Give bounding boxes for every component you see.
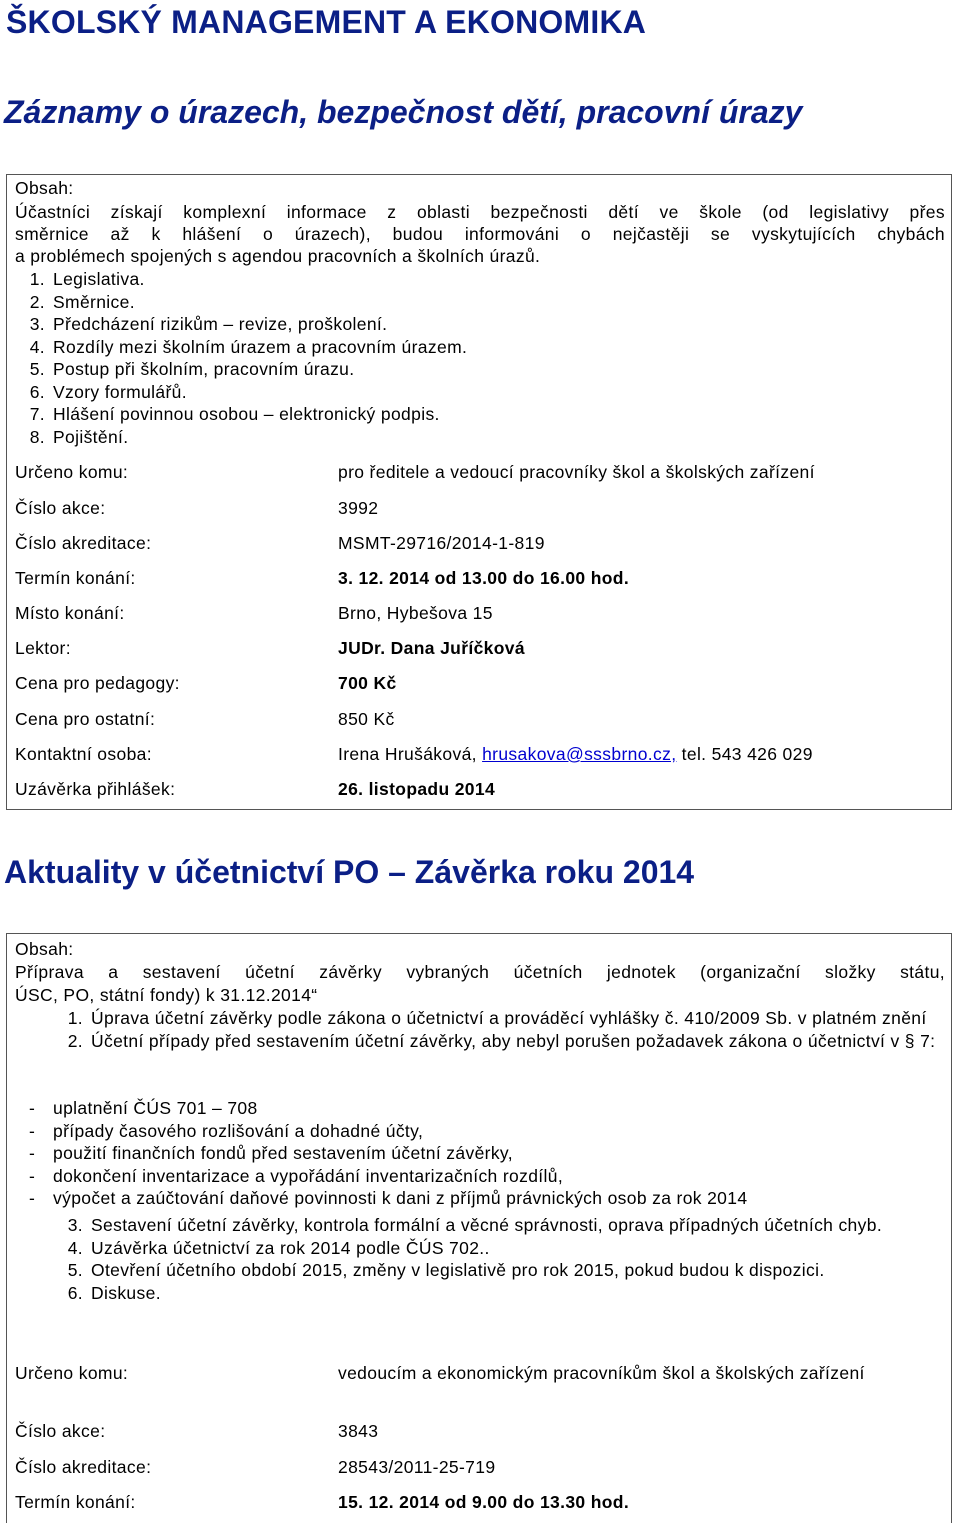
topic-text: Hlášení povinnou osobou – elektronický podpis. xyxy=(53,404,440,424)
dash-item xyxy=(29,1187,939,1210)
contact-phone: tel. 543 426 029 xyxy=(676,744,813,764)
topic-text: Úprava účetní závěrky podle zákona o účetnictví a prováděcí vyhlášky č. 410/2009 Sb. v platném znění xyxy=(91,1008,927,1028)
event-number-value: 3843 xyxy=(338,1421,379,1441)
dash-marker: - xyxy=(29,1165,36,1186)
topic-item xyxy=(45,1259,939,1282)
dash-marker: - xyxy=(29,1143,36,1163)
course-title: Záznamy o úrazech, bezpečnost dětí, pracovní úrazy xyxy=(4,94,803,130)
dash-text: případy časového rozlišování a dohadné účty, xyxy=(53,1120,424,1141)
topic-item xyxy=(15,381,935,404)
topic-item xyxy=(45,1030,939,1053)
venue-value: Brno, Hybešova 15 xyxy=(338,603,493,623)
obsah-label: Obsah: xyxy=(15,939,74,959)
price-teachers-label: Cena pro pedagogy: xyxy=(15,673,180,693)
contact-name: Irena Hrušáková, xyxy=(338,744,483,764)
topic-number: 2. xyxy=(67,1030,83,1051)
date-label: Termín konání: xyxy=(15,568,136,588)
contact-label: Kontaktní osoba: xyxy=(15,744,152,764)
topic-number: 5. xyxy=(67,1260,83,1280)
dash-list xyxy=(29,1097,939,1210)
accreditation-label: Číslo akreditace: xyxy=(15,1457,152,1477)
department-title: ŠKOLSKÝ MANAGEMENT A EKONOMIKA xyxy=(6,4,647,40)
dash-item xyxy=(29,1120,939,1143)
accreditation-value: 28543/2011-25-719 xyxy=(338,1457,496,1477)
topic-number: 6. xyxy=(29,381,45,402)
topic-text: Diskuse. xyxy=(91,1282,161,1303)
contact-email-link[interactable]: hrusakova@sssbrno.cz, xyxy=(482,744,677,764)
topic-number: 4. xyxy=(67,1237,83,1258)
topic-number: 6. xyxy=(67,1282,83,1303)
course-title: Aktuality v účetnictví PO – Závěrka roku 2014 xyxy=(4,854,695,890)
topic-number: 4. xyxy=(29,336,45,357)
date-value: 15. 12. 2014 od 9.00 do 13.30 hod. xyxy=(338,1492,630,1512)
price-others-label: Cena pro ostatní: xyxy=(15,709,156,729)
dash-item xyxy=(29,1165,939,1188)
dash-item xyxy=(29,1097,939,1120)
dash-item xyxy=(29,1142,939,1165)
event-number-value: 3992 xyxy=(338,498,379,518)
course-intro-line: ÚSC, PO, státní fondy) k 31.12.2014“ xyxy=(15,985,318,1005)
course-intro-line: a problémech spojených s agendou pracovních a školních úrazů. xyxy=(15,246,541,266)
deadline-label: Uzávěrka přihlášek: xyxy=(15,779,176,799)
dash-marker: - xyxy=(29,1188,36,1208)
contact-value xyxy=(338,743,813,765)
topic-item xyxy=(15,336,935,359)
dash-marker: - xyxy=(29,1120,36,1141)
topic-item xyxy=(45,1237,939,1260)
target-audience-label: Určeno komu: xyxy=(15,462,129,482)
accreditation-value: MSMT-29716/2014-1-819 xyxy=(338,533,545,553)
dash-text: uplatnění ČÚS 701 – 708 xyxy=(53,1098,258,1118)
price-teachers-value: 700 Kč xyxy=(338,673,397,693)
dash-marker: - xyxy=(29,1098,36,1118)
topic-number: 7. xyxy=(29,404,45,424)
topic-number: 1. xyxy=(67,1008,83,1028)
target-audience-value: vedoucím a ekonomickým pracovníkům škol a školských zařízení xyxy=(338,1363,865,1383)
topic-item xyxy=(15,268,935,291)
price-others-value: 850 Kč xyxy=(338,709,395,729)
topic-number: 1. xyxy=(29,269,45,289)
course-info-box xyxy=(6,174,952,810)
topic-list xyxy=(45,1007,939,1052)
topic-number: 3. xyxy=(29,314,45,334)
topic-item xyxy=(15,403,935,426)
topic-text: Otevření účetního období 2015, změny v legislativě pro rok 2015, pokud budou k dispozici. xyxy=(91,1260,825,1280)
event-number-label: Číslo akce: xyxy=(15,1421,106,1441)
topic-number: 3. xyxy=(67,1215,83,1235)
event-number-label: Číslo akce: xyxy=(15,498,106,518)
topic-list xyxy=(45,1214,939,1304)
topic-number: 5. xyxy=(29,359,45,379)
topic-item xyxy=(45,1007,939,1030)
target-audience-label: Určeno komu: xyxy=(15,1363,129,1383)
target-audience-value: pro ředitele a vedoucí pracovníky škol a školských zařízení xyxy=(338,462,815,482)
lecturer-value: JUDr. Dana Juříčková xyxy=(338,638,525,658)
topic-text: Rozdíly mezi školním úrazem a pracovním úrazem. xyxy=(53,336,468,357)
topic-item xyxy=(15,426,935,449)
course-intro-line: směrnice až k hlášení o úrazech), budou informováni o nejčastěji se vyskytujících chybách xyxy=(15,224,945,244)
topic-item xyxy=(15,313,935,336)
deadline-value: 26. listopadu 2014 xyxy=(338,779,496,799)
date-label: Termín konání: xyxy=(15,1492,136,1512)
topic-list xyxy=(15,268,935,448)
dash-text: výpočet a zaúčtování daňové povinnosti k dani z příjmů právnických osob za rok 2014 xyxy=(53,1188,748,1208)
topic-item xyxy=(15,358,935,381)
obsah-label: Obsah: xyxy=(15,178,74,198)
dash-text: použití finančních fondů před sestavením účetní závěrky, xyxy=(53,1143,513,1163)
dash-text: dokončení inventarizace a vypořádání inventarizačních rozdílů, xyxy=(53,1165,564,1186)
topic-text: Směrnice. xyxy=(53,291,135,312)
topic-text: Legislativa. xyxy=(53,269,145,289)
course-info-box xyxy=(6,933,952,1523)
course-intro-line: Účastníci získají komplexní informace z oblasti bezpečnosti dětí ve škole (od legislativy přes xyxy=(15,202,945,222)
lecturer-label: Lektor: xyxy=(15,638,71,658)
accreditation-label: Číslo akreditace: xyxy=(15,533,152,553)
topic-item xyxy=(15,291,935,314)
topic-text: Účetní případy před sestavením účetní závěrky, aby nebyl porušen požadavek zákona o účetnictví v § 7: xyxy=(91,1030,936,1051)
topic-number: 2. xyxy=(29,291,45,312)
topic-item xyxy=(45,1214,939,1237)
topic-text: Uzávěrka účetnictví za rok 2014 podle ČÚS 702.. xyxy=(91,1237,490,1258)
date-value: 3. 12. 2014 od 13.00 do 16.00 hod. xyxy=(338,568,630,588)
topic-text: Předcházení rizikům – revize, proškolení. xyxy=(53,314,388,334)
topic-text: Postup při školním, pracovním úrazu. xyxy=(53,359,355,379)
topic-text: Vzory formulářů. xyxy=(53,381,187,402)
topic-item xyxy=(45,1282,939,1305)
course-intro-line: Příprava a sestavení účetní závěrky vybraných účetních jednotek (organizační složky státu, xyxy=(15,962,945,982)
venue-label: Místo konání: xyxy=(15,603,125,623)
topic-text: Sestavení účetní závěrky, kontrola formální a věcné správnosti, oprava případných účetních chyb. xyxy=(91,1215,883,1235)
topic-text: Pojištění. xyxy=(53,426,129,447)
topic-number: 8. xyxy=(29,426,45,447)
